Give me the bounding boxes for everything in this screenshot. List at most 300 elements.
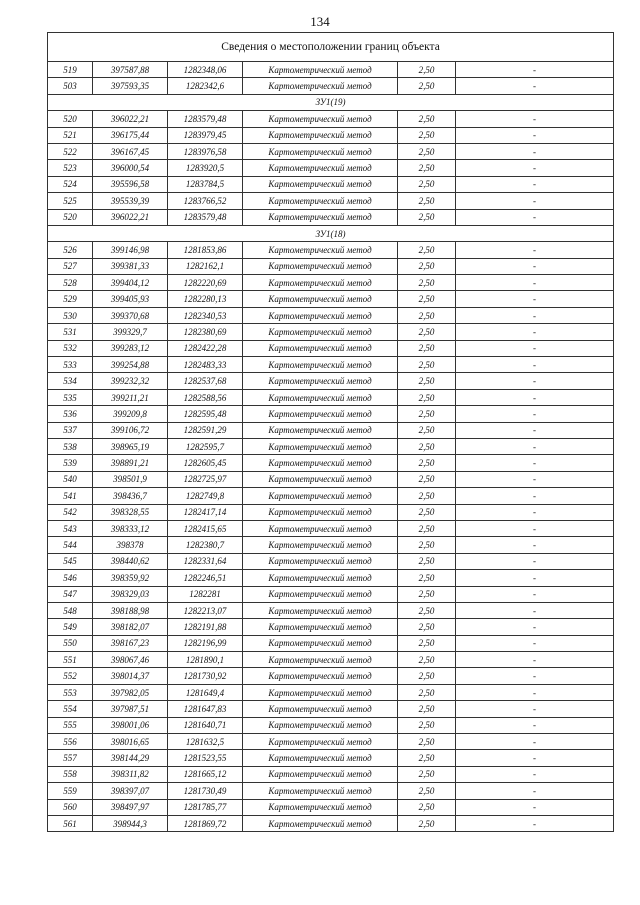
table-row — [48, 340, 614, 356]
description-cell: - — [456, 783, 614, 799]
coord-x-cell: 397982,05 — [93, 684, 168, 700]
description-cell: - — [456, 242, 614, 258]
method-cell: Картометрический метод — [243, 340, 398, 356]
accuracy-cell: 2,50 — [398, 701, 456, 717]
method-cell: Картометрический метод — [243, 635, 398, 651]
coord-y-cell: 1282246,51 — [168, 570, 243, 586]
description-cell: - — [456, 357, 614, 373]
parcel-label: ЗУ1(18) — [48, 225, 614, 241]
coord-x-cell: 396000,54 — [93, 160, 168, 176]
table-row — [48, 783, 614, 799]
table-row — [48, 635, 614, 651]
table-row — [48, 307, 614, 323]
point-number-cell: 561 — [48, 815, 93, 831]
method-cell: Картометрический метод — [243, 406, 398, 422]
description-cell: - — [456, 553, 614, 569]
method-cell: Картометрический метод — [243, 701, 398, 717]
table-title: Сведения о местоположении границ объекта — [48, 33, 614, 62]
method-cell: Картометрический метод — [243, 307, 398, 323]
description-cell: - — [456, 635, 614, 651]
point-number-cell: 528 — [48, 275, 93, 291]
coord-y-cell: 1282196,99 — [168, 635, 243, 651]
table-row — [48, 553, 614, 569]
point-number-cell: 539 — [48, 455, 93, 471]
method-cell: Картометрический метод — [243, 488, 398, 504]
accuracy-cell: 2,50 — [398, 438, 456, 454]
coord-y-cell: 1281890,1 — [168, 652, 243, 668]
point-number-cell: 503 — [48, 78, 93, 94]
coord-y-cell: 1282348,06 — [168, 62, 243, 78]
table-row — [48, 766, 614, 782]
table-row — [48, 62, 614, 78]
table-row — [48, 504, 614, 520]
table-row — [48, 602, 614, 618]
coord-x-cell: 395539,39 — [93, 193, 168, 209]
accuracy-cell: 2,50 — [398, 389, 456, 405]
coord-y-cell: 1281523,55 — [168, 750, 243, 766]
table-row — [48, 734, 614, 750]
table-row — [48, 209, 614, 225]
table-row — [48, 389, 614, 405]
coord-x-cell: 398501,9 — [93, 471, 168, 487]
description-cell: - — [456, 586, 614, 602]
description-cell: - — [456, 734, 614, 750]
method-cell: Картометрический метод — [243, 422, 398, 438]
description-cell: - — [456, 78, 614, 94]
point-number-cell: 536 — [48, 406, 93, 422]
method-cell: Картометрический метод — [243, 193, 398, 209]
table-row — [48, 701, 614, 717]
coord-x-cell: 398333,12 — [93, 520, 168, 536]
coord-y-cell: 1281632,5 — [168, 734, 243, 750]
coord-x-cell: 398397,07 — [93, 783, 168, 799]
accuracy-cell: 2,50 — [398, 258, 456, 274]
point-number-cell: 529 — [48, 291, 93, 307]
point-number-cell: 519 — [48, 62, 93, 78]
method-cell: Картометрический метод — [243, 78, 398, 94]
accuracy-cell: 2,50 — [398, 291, 456, 307]
coord-y-cell: 1283579,48 — [168, 209, 243, 225]
accuracy-cell: 2,50 — [398, 734, 456, 750]
parcel-label-row — [48, 94, 614, 110]
coord-y-cell: 1281869,72 — [168, 815, 243, 831]
table-row — [48, 537, 614, 553]
table-row — [48, 357, 614, 373]
description-cell: - — [456, 684, 614, 700]
accuracy-cell: 2,50 — [398, 537, 456, 553]
coord-y-cell: 1282591,29 — [168, 422, 243, 438]
description-cell: - — [456, 62, 614, 78]
point-number-cell: 530 — [48, 307, 93, 323]
point-number-cell: 559 — [48, 783, 93, 799]
point-number-cell: 544 — [48, 537, 93, 553]
accuracy-cell: 2,50 — [398, 717, 456, 733]
point-number-cell: 543 — [48, 520, 93, 536]
description-cell: - — [456, 111, 614, 127]
method-cell: Картометрический метод — [243, 537, 398, 553]
description-cell: - — [456, 275, 614, 291]
coord-x-cell: 396167,45 — [93, 143, 168, 159]
table-row — [48, 78, 614, 94]
coord-x-cell: 398436,7 — [93, 488, 168, 504]
coord-x-cell: 396022,21 — [93, 111, 168, 127]
accuracy-cell: 2,50 — [398, 520, 456, 536]
coord-y-cell: 1282483,33 — [168, 357, 243, 373]
method-cell: Картометрический метод — [243, 504, 398, 520]
coord-y-cell: 1283784,5 — [168, 176, 243, 192]
description-cell: - — [456, 307, 614, 323]
point-number-cell: 547 — [48, 586, 93, 602]
method-cell: Картометрический метод — [243, 799, 398, 815]
coord-y-cell: 1282595,7 — [168, 438, 243, 454]
point-number-cell: 522 — [48, 143, 93, 159]
accuracy-cell: 2,50 — [398, 160, 456, 176]
coord-x-cell: 398378 — [93, 537, 168, 553]
coord-x-cell: 398944,3 — [93, 815, 168, 831]
table-row — [48, 799, 614, 815]
description-cell: - — [456, 750, 614, 766]
description-cell: - — [456, 504, 614, 520]
accuracy-cell: 2,50 — [398, 619, 456, 635]
accuracy-cell: 2,50 — [398, 652, 456, 668]
table-row — [48, 373, 614, 389]
point-number-cell: 520 — [48, 111, 93, 127]
table-row — [48, 717, 614, 733]
coord-x-cell: 398497,97 — [93, 799, 168, 815]
coord-y-cell: 1282280,13 — [168, 291, 243, 307]
coord-x-cell: 399329,7 — [93, 324, 168, 340]
table-row — [48, 291, 614, 307]
accuracy-cell: 2,50 — [398, 62, 456, 78]
coord-y-cell: 1282417,14 — [168, 504, 243, 520]
method-cell: Картометрический метод — [243, 127, 398, 143]
description-cell: - — [456, 193, 614, 209]
description-cell: - — [456, 668, 614, 684]
coord-x-cell: 399106,72 — [93, 422, 168, 438]
table-row — [48, 422, 614, 438]
description-cell: - — [456, 570, 614, 586]
coord-x-cell: 397587,88 — [93, 62, 168, 78]
coord-y-cell: 1282380,69 — [168, 324, 243, 340]
table-row — [48, 127, 614, 143]
coord-x-cell: 398067,46 — [93, 652, 168, 668]
coord-y-cell: 1282220,69 — [168, 275, 243, 291]
accuracy-cell: 2,50 — [398, 684, 456, 700]
coord-y-cell: 1281647,83 — [168, 701, 243, 717]
point-number-cell: 557 — [48, 750, 93, 766]
coord-x-cell: 398144,29 — [93, 750, 168, 766]
coord-x-cell: 397987,51 — [93, 701, 168, 717]
coord-y-cell: 1281730,49 — [168, 783, 243, 799]
accuracy-cell: 2,50 — [398, 504, 456, 520]
point-number-cell: 525 — [48, 193, 93, 209]
coord-y-cell: 1281853,86 — [168, 242, 243, 258]
coord-y-cell: 1282588,56 — [168, 389, 243, 405]
coord-x-cell: 399146,98 — [93, 242, 168, 258]
accuracy-cell: 2,50 — [398, 78, 456, 94]
method-cell: Картометрический метод — [243, 520, 398, 536]
coord-y-cell: 1281785,77 — [168, 799, 243, 815]
table-title-row — [48, 33, 614, 62]
method-cell: Картометрический метод — [243, 717, 398, 733]
description-cell: - — [456, 815, 614, 831]
accuracy-cell: 2,50 — [398, 635, 456, 651]
point-number-cell: 541 — [48, 488, 93, 504]
point-number-cell: 527 — [48, 258, 93, 274]
table-row — [48, 143, 614, 159]
table-row — [48, 176, 614, 192]
accuracy-cell: 2,50 — [398, 275, 456, 291]
table-row — [48, 668, 614, 684]
accuracy-cell: 2,50 — [398, 488, 456, 504]
table-row — [48, 242, 614, 258]
table-row — [48, 406, 614, 422]
accuracy-cell: 2,50 — [398, 209, 456, 225]
description-cell: - — [456, 471, 614, 487]
point-number-cell: 555 — [48, 717, 93, 733]
description-cell: - — [456, 324, 614, 340]
method-cell: Картометрический метод — [243, 684, 398, 700]
accuracy-cell: 2,50 — [398, 127, 456, 143]
description-cell: - — [456, 701, 614, 717]
method-cell: Картометрический метод — [243, 602, 398, 618]
coord-y-cell: 1282342,6 — [168, 78, 243, 94]
point-number-cell: 548 — [48, 602, 93, 618]
description-cell: - — [456, 373, 614, 389]
page-number: 134 — [310, 14, 330, 29]
accuracy-cell: 2,50 — [398, 471, 456, 487]
method-cell: Картометрический метод — [243, 62, 398, 78]
accuracy-cell: 2,50 — [398, 586, 456, 602]
coord-y-cell: 1282537,68 — [168, 373, 243, 389]
point-number-cell: 532 — [48, 340, 93, 356]
method-cell: Картометрический метод — [243, 291, 398, 307]
table-row — [48, 652, 614, 668]
description-cell: - — [456, 143, 614, 159]
coord-x-cell: 399211,21 — [93, 389, 168, 405]
coord-y-cell: 1283766,52 — [168, 193, 243, 209]
point-number-cell: 558 — [48, 766, 93, 782]
coord-x-cell: 398016,65 — [93, 734, 168, 750]
point-number-cell: 542 — [48, 504, 93, 520]
method-cell: Картометрический метод — [243, 734, 398, 750]
accuracy-cell: 2,50 — [398, 668, 456, 684]
point-number-cell: 535 — [48, 389, 93, 405]
point-number-cell: 521 — [48, 127, 93, 143]
coord-x-cell: 399283,12 — [93, 340, 168, 356]
coord-x-cell: 398440,62 — [93, 553, 168, 569]
accuracy-cell: 2,50 — [398, 570, 456, 586]
coord-x-cell: 399370,68 — [93, 307, 168, 323]
table-row — [48, 275, 614, 291]
description-cell: - — [456, 766, 614, 782]
method-cell: Картометрический метод — [243, 373, 398, 389]
table-row — [48, 111, 614, 127]
table-row — [48, 750, 614, 766]
accuracy-cell: 2,50 — [398, 242, 456, 258]
coord-y-cell: 1281730,92 — [168, 668, 243, 684]
point-number-cell: 537 — [48, 422, 93, 438]
point-number-cell: 550 — [48, 635, 93, 651]
coord-y-cell: 1281640,71 — [168, 717, 243, 733]
table-row — [48, 586, 614, 602]
point-number-cell: 538 — [48, 438, 93, 454]
accuracy-cell: 2,50 — [398, 815, 456, 831]
coord-x-cell: 398359,92 — [93, 570, 168, 586]
coord-y-cell: 1282725,97 — [168, 471, 243, 487]
coord-x-cell: 399254,88 — [93, 357, 168, 373]
table-row — [48, 619, 614, 635]
table-row — [48, 570, 614, 586]
coord-x-cell: 398328,55 — [93, 504, 168, 520]
description-cell: - — [456, 160, 614, 176]
method-cell: Картометрический метод — [243, 357, 398, 373]
coord-x-cell: 396175,44 — [93, 127, 168, 143]
table-row — [48, 160, 614, 176]
description-cell: - — [456, 406, 614, 422]
point-number-cell: 533 — [48, 357, 93, 373]
method-cell: Картометрический метод — [243, 586, 398, 602]
description-cell: - — [456, 717, 614, 733]
coord-x-cell: 398167,23 — [93, 635, 168, 651]
coord-y-cell: 1282281 — [168, 586, 243, 602]
description-cell: - — [456, 209, 614, 225]
point-number-cell: 545 — [48, 553, 93, 569]
description-cell: - — [456, 438, 614, 454]
method-cell: Картометрический метод — [243, 438, 398, 454]
point-number-cell: 531 — [48, 324, 93, 340]
accuracy-cell: 2,50 — [398, 357, 456, 373]
method-cell: Картометрический метод — [243, 668, 398, 684]
accuracy-cell: 2,50 — [398, 193, 456, 209]
description-cell: - — [456, 652, 614, 668]
method-cell: Картометрический метод — [243, 324, 398, 340]
accuracy-cell: 2,50 — [398, 111, 456, 127]
accuracy-cell: 2,50 — [398, 799, 456, 815]
coord-x-cell: 398188,98 — [93, 602, 168, 618]
coord-x-cell: 398182,07 — [93, 619, 168, 635]
point-number-cell: 549 — [48, 619, 93, 635]
method-cell: Картометрический метод — [243, 471, 398, 487]
description-cell: - — [456, 619, 614, 635]
coord-y-cell: 1281649,4 — [168, 684, 243, 700]
description-cell: - — [456, 602, 614, 618]
accuracy-cell: 2,50 — [398, 766, 456, 782]
coord-y-cell: 1282415,65 — [168, 520, 243, 536]
method-cell: Картометрический метод — [243, 619, 398, 635]
description-cell: - — [456, 799, 614, 815]
method-cell: Картометрический метод — [243, 143, 398, 159]
accuracy-cell: 2,50 — [398, 783, 456, 799]
description-cell: - — [456, 340, 614, 356]
coord-x-cell: 398329,03 — [93, 586, 168, 602]
coord-y-cell: 1282162,1 — [168, 258, 243, 274]
point-number-cell: 524 — [48, 176, 93, 192]
description-cell: - — [456, 422, 614, 438]
method-cell: Картометрический метод — [243, 652, 398, 668]
coord-y-cell: 1283976,58 — [168, 143, 243, 159]
coord-y-cell: 1282340,53 — [168, 307, 243, 323]
coord-y-cell: 1283920,5 — [168, 160, 243, 176]
coord-y-cell: 1283979,45 — [168, 127, 243, 143]
description-cell: - — [456, 258, 614, 274]
description-cell: - — [456, 455, 614, 471]
accuracy-cell: 2,50 — [398, 406, 456, 422]
coord-x-cell: 397593,35 — [93, 78, 168, 94]
description-cell: - — [456, 176, 614, 192]
method-cell: Картометрический метод — [243, 209, 398, 225]
coord-y-cell: 1282191,88 — [168, 619, 243, 635]
description-cell: - — [456, 488, 614, 504]
parcel-label-row — [48, 225, 614, 241]
table-row — [48, 193, 614, 209]
coord-y-cell: 1282380,7 — [168, 537, 243, 553]
description-cell: - — [456, 537, 614, 553]
method-cell: Картометрический метод — [243, 242, 398, 258]
point-number-cell: 534 — [48, 373, 93, 389]
coord-y-cell: 1283579,48 — [168, 111, 243, 127]
table-row — [48, 324, 614, 340]
method-cell: Картометрический метод — [243, 783, 398, 799]
table-row — [48, 438, 614, 454]
table-row — [48, 488, 614, 504]
description-cell: - — [456, 389, 614, 405]
method-cell: Картометрический метод — [243, 111, 398, 127]
table-row — [48, 520, 614, 536]
coord-x-cell: 398001,06 — [93, 717, 168, 733]
accuracy-cell: 2,50 — [398, 176, 456, 192]
coord-x-cell: 398014,37 — [93, 668, 168, 684]
coord-x-cell: 399404,12 — [93, 275, 168, 291]
boundary-coordinates-table — [47, 32, 614, 832]
parcel-label: ЗУ1(19) — [48, 94, 614, 110]
coord-x-cell: 398891,21 — [93, 455, 168, 471]
method-cell: Картометрический метод — [243, 570, 398, 586]
point-number-cell: 560 — [48, 799, 93, 815]
coord-x-cell: 399381,33 — [93, 258, 168, 274]
accuracy-cell: 2,50 — [398, 422, 456, 438]
method-cell: Картометрический метод — [243, 389, 398, 405]
method-cell: Картометрический метод — [243, 176, 398, 192]
coord-y-cell: 1282605,45 — [168, 455, 243, 471]
point-number-cell: 553 — [48, 684, 93, 700]
coord-y-cell: 1282595,48 — [168, 406, 243, 422]
table-row — [48, 815, 614, 831]
description-cell: - — [456, 520, 614, 536]
accuracy-cell: 2,50 — [398, 750, 456, 766]
method-cell: Картометрический метод — [243, 750, 398, 766]
coord-x-cell: 396022,21 — [93, 209, 168, 225]
table-row — [48, 684, 614, 700]
accuracy-cell: 2,50 — [398, 455, 456, 471]
accuracy-cell: 2,50 — [398, 143, 456, 159]
method-cell: Картометрический метод — [243, 455, 398, 471]
coord-y-cell: 1281665,12 — [168, 766, 243, 782]
point-number-cell: 520 — [48, 209, 93, 225]
method-cell: Картометрический метод — [243, 160, 398, 176]
method-cell: Картометрический метод — [243, 766, 398, 782]
description-cell: - — [456, 291, 614, 307]
point-number-cell: 551 — [48, 652, 93, 668]
coord-x-cell: 399232,32 — [93, 373, 168, 389]
accuracy-cell: 2,50 — [398, 324, 456, 340]
method-cell: Картометрический метод — [243, 815, 398, 831]
point-number-cell: 556 — [48, 734, 93, 750]
description-cell: - — [456, 127, 614, 143]
point-number-cell: 523 — [48, 160, 93, 176]
coord-x-cell: 398311,82 — [93, 766, 168, 782]
point-number-cell: 546 — [48, 570, 93, 586]
